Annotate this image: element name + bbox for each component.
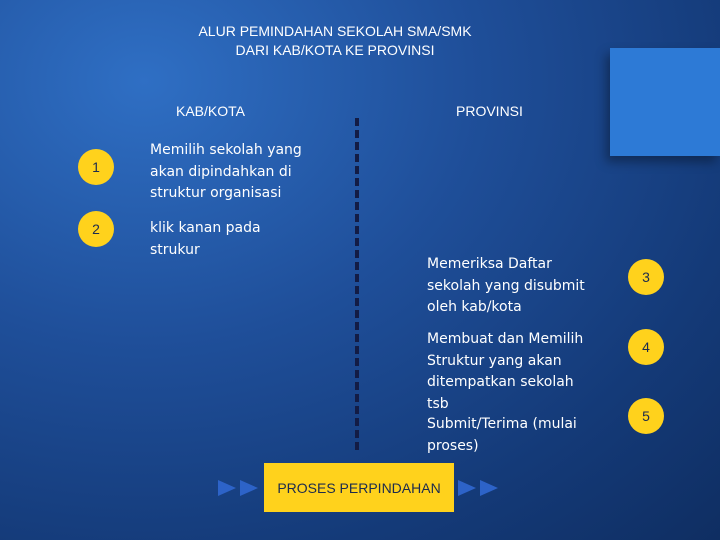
step-4-line: ditempatkan sekolah [427,374,574,390]
step-2-badge: 2 [78,211,114,247]
step-4-line: tsb [427,395,449,412]
step-2-line: klik kanan pada [150,220,261,236]
column-header-kab-kota: KAB/KOTA [176,103,245,119]
step-3-line: Memeriksa Daftar [427,256,552,272]
step-4-text [427,329,583,415]
step-1-line: struktur organisasi [150,185,282,201]
process-box: PROSES PERPINDAHAN [264,463,454,512]
decorative-square [610,48,720,156]
column-header-provinsi: PROVINSI [456,103,523,119]
double-arrow-left-icon [218,478,262,498]
step-3-text [427,254,585,319]
step-1-text [150,140,302,205]
step-5-line: Submit/Terima (mulai [427,416,577,432]
step-1-badge: 1 [78,149,114,185]
step-4-line: Struktur yang akan [427,352,562,369]
step-5-line: proses) [427,437,479,454]
title-line-2: DARI KAB/KOTA KE PROVINSI [235,42,435,58]
step-4-badge: 4 [628,329,664,365]
step-3-line: sekolah yang disubmit [427,277,585,294]
step-3-badge: 3 [628,259,664,295]
step-3-line: oleh kab/kota [427,299,522,315]
step-2-text [150,218,261,261]
step-1-line: akan dipindahkan di [150,163,292,180]
title-line-1: ALUR PEMINDAHAN SEKOLAH SMA/SMK [198,23,472,39]
step-2-line: strukur [150,241,200,258]
step-1-line: Memilih sekolah yang [150,142,302,158]
column-divider [355,118,359,450]
double-arrow-right-icon [458,478,502,498]
step-5-text [427,414,577,457]
diagram-title [150,22,520,60]
step-5-badge: 5 [628,398,664,434]
step-4-line: Membuat dan Memilih [427,331,584,347]
